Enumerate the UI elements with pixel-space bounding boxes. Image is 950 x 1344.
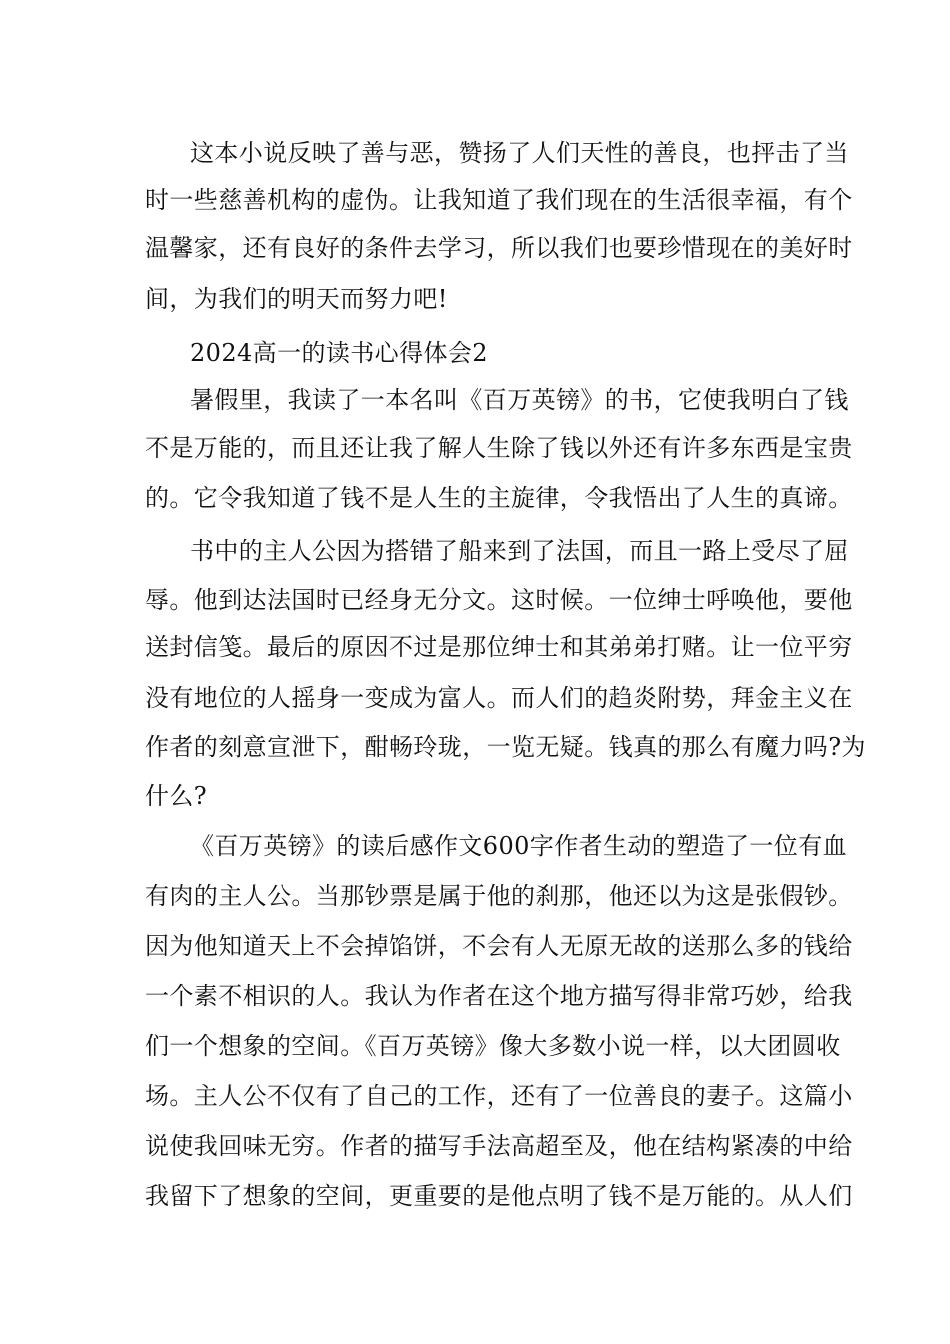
text-line: 间，为我们的明天而努力吧! bbox=[145, 285, 448, 313]
text-line: 的。它令我知道了钱不是人生的主旋律，令我悟出了人生的真谛。 bbox=[145, 484, 853, 512]
text-line: 场。主人公不仅有了自己的工作，还有了一位善良的妻子。这篇小 bbox=[145, 1082, 853, 1110]
text-line: 辱。他到达法国时已经身无分文。这时候。一位绅士呼唤他，要他 bbox=[145, 586, 853, 614]
text-line: 说使我回味无穷。作者的描写手法高超至及，他在结构紧凑的中给 bbox=[145, 1132, 853, 1160]
text-line: 有肉的主人公。当那钞票是属于他的刹那，他还以为这是张假钞。 bbox=[145, 882, 853, 910]
text-line: 《百万英镑》的读后感作文600字作者生动的塑造了一位有血 bbox=[190, 832, 848, 860]
text-line: 送封信笺。最后的原因不过是那位绅士和其弟弟打赌。让一位平穷 bbox=[145, 633, 853, 661]
text-line: 因为他知道天上不会掉馅饼，不会有人无原无故的送那么多的钱给 bbox=[145, 932, 853, 960]
text-line: 作者的刻意宣泄下，酣畅玲珑，一览无疑。钱真的那么有魔力吗?为 bbox=[145, 733, 866, 761]
text-line: 一个素不相识的人。我认为作者在这个地方描写得非常巧妙，给我 bbox=[145, 982, 853, 1010]
text-line: 这本小说反映了善与恶，赞扬了人们天性的善良，也抨击了当 bbox=[190, 139, 849, 167]
text-line: 我留下了想象的空间，更重要的是他点明了钱不是万能的。从人们 bbox=[145, 1182, 853, 1210]
section-heading: 2024高一的读书心得体会2 bbox=[190, 339, 488, 367]
text-line: 们一个想象的空间。《百万英镑》像大多数小说一样，以大团圆收 bbox=[145, 1032, 841, 1060]
text-line: 温馨家，还有良好的条件去学习，所以我们也要珍惜现在的美好时 bbox=[145, 234, 853, 262]
text-line: 时一些慈善机构的虚伪。让我知道了我们现在的生活很幸福，有个 bbox=[145, 186, 853, 214]
text-line: 暑假里，我读了一本名叫《百万英镑》的书，它使我明白了钱 bbox=[190, 386, 849, 414]
text-line: 不是万能的，而且还让我了解人生除了钱以外还有许多东西是宝贵 bbox=[145, 434, 853, 462]
text-line: 书中的主人公因为搭错了船来到了法国，而且一路上受尽了屈 bbox=[190, 537, 849, 565]
text-line: 没有地位的人摇身一变成为富人。而人们的趋炎附势，拜金主义在 bbox=[145, 684, 853, 712]
text-line: 什么? bbox=[145, 782, 208, 810]
